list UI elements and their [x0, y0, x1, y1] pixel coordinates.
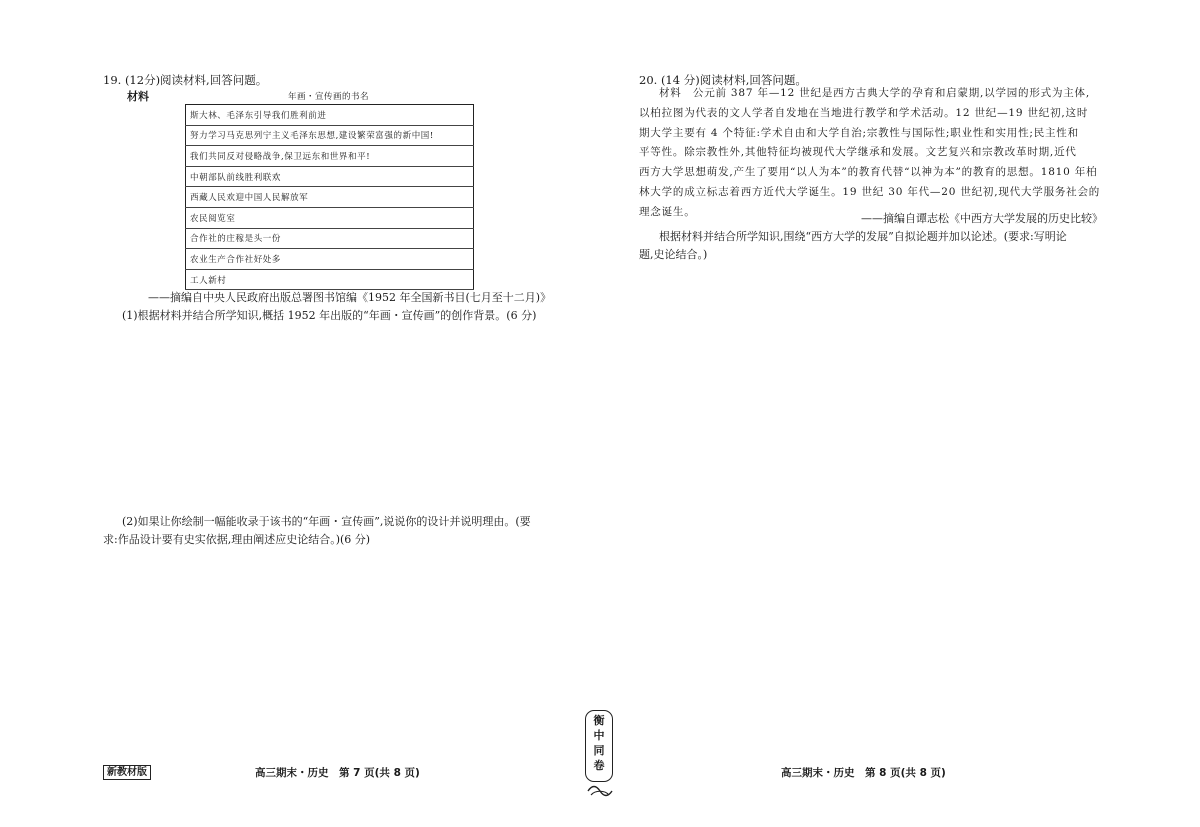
material-line: 以柏拉图为代表的文人学者自发地在当地进行教学和学术活动。12 世纪—19 世纪初,这时: [639, 106, 1089, 119]
material-line: 材料 公元前 387 年—12 世纪是西方古典大学的孕育和启蒙期,以学园的形式为主体,: [659, 87, 1090, 99]
table-cell: 农业生产合作社好处多: [186, 249, 474, 270]
question-20-task-line-2: 题,史论结合。): [639, 248, 708, 261]
table-row: [186, 228, 474, 249]
edition-badge: 新教材版: [103, 765, 151, 780]
table-row: [186, 105, 474, 126]
seal-char: 同: [593, 744, 605, 757]
table-row: [186, 125, 474, 146]
question-20-heading: 20. (14 分)阅读材料,回答问题。: [639, 73, 807, 87]
table-row: [186, 146, 474, 167]
seal-char: 中: [593, 729, 605, 742]
table-cell: 工人新村: [186, 269, 474, 290]
table-title: 年画・宣传画的书名: [288, 92, 370, 102]
table-row: [186, 166, 474, 187]
page-footer-7: 高三期末・历史 第 7 页(共 8 页): [255, 767, 420, 779]
material-paragraph: [639, 84, 1099, 223]
table-cell: 合作社的庄稼是头一份: [186, 228, 474, 249]
table-cell: 农民阅览室: [186, 207, 474, 228]
source-citation-20: ——摘编自谭志松《中西方大学发展的历史比较》: [861, 212, 1103, 225]
table-row: [186, 249, 474, 270]
material-line: 平等性。除宗教性外,其他特征均被现代大学继承和发展。文艺复兴和宗教改革时期,近代: [639, 146, 1077, 159]
table-cell: 斯大林、毛泽东引导我们胜利前进: [186, 105, 474, 126]
material-line: 期大学主要有 4 个特征:学术自由和大学自治;宗教性与国际性;职业性和实用性;民主性和: [639, 126, 1079, 139]
question-20-task-line-1: 根据材料并结合所学知识,围绕“西方大学的发展”自拟论题并加以论述。(要求:写明论: [659, 230, 1067, 243]
question-19-part-2-line-2: 求:作品设计要有史实依据,理由阐述应史论结合。)(6 分): [103, 533, 371, 546]
material-table: [185, 104, 474, 290]
material-line: 理念诞生。: [639, 205, 696, 218]
table-cell: 西藏人民欢迎中国人民解放军: [186, 187, 474, 208]
seal-emblem: [585, 710, 613, 782]
question-19-heading: 19. (12分)阅读材料,回答问题。: [103, 73, 268, 87]
table-row: [186, 187, 474, 208]
table-row: [186, 269, 474, 290]
table-row: [186, 207, 474, 228]
table-cell: 努力学习马克思列宁主义毛泽东思想,建设繁荣富强的新中国!: [186, 125, 474, 146]
seal-ornament-icon: [586, 783, 614, 799]
table-cell: 中朝部队前线胜利联欢: [186, 166, 474, 187]
seal-char: 衡: [593, 714, 605, 727]
question-19-part-2-line-1: (2)如果让你绘制一幅能收录于该书的“年画・宣传画”,说说你的设计并说明理由。(要: [122, 515, 531, 528]
table-cell: 我们共同反对侵略战争,保卫远东和世界和平!: [186, 146, 474, 167]
page-footer-8: 高三期末・历史 第 8 页(共 8 页): [781, 767, 946, 779]
material-line: 西方大学思想萌发,产生了要用“以人为本”的教育代替“以神为本”的教育的思想。1810 年柏: [639, 166, 1098, 179]
source-citation-19: ——摘编自中央人民政府出版总署图书馆编《1952 年全国新书目(七月至十二月)》: [148, 291, 552, 304]
material-line: 林大学的成立标志着西方近代大学诞生。19 世纪 30 年代—20 世纪初,现代大学服务社会的: [639, 185, 1101, 198]
material-label: 材料: [127, 90, 149, 103]
question-19-part-1: (1)根据材料并结合所学知识,概括 1952 年出版的“年画・宣传画”的创作背景。(6 分): [122, 309, 537, 322]
seal-char: 卷: [593, 759, 605, 772]
